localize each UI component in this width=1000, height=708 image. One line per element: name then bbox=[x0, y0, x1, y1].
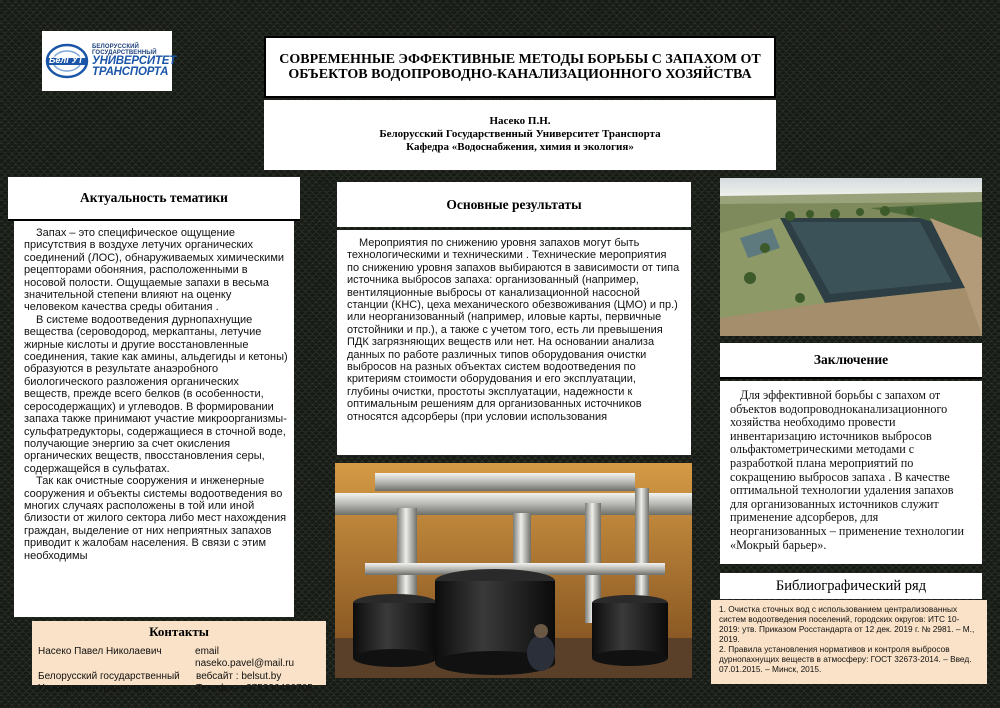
contact-email[interactable]: email naseko.pavel@mail.ru bbox=[195, 646, 295, 670]
treatment-ponds-photo bbox=[720, 178, 982, 336]
actuality-paragraph: Запах – это специфическое ощущение присутствия в воздухе летучих органических соединений (ЛОС), обнаруживаемых химическими рецепторами обоняния, расположенными в носовой полости. Ощущаемые запахи в весьма значительной степени влияют на оценку человеком качества среды обитания . bbox=[24, 227, 285, 314]
actuality-text bbox=[14, 221, 294, 617]
contacts-body bbox=[32, 643, 326, 694]
contacts-row bbox=[38, 683, 320, 695]
belgut-emblem-icon bbox=[46, 40, 88, 82]
author-name: Насеко П.Н. bbox=[489, 115, 551, 127]
actuality-heading-text: Актуальность тематики bbox=[80, 190, 228, 205]
logo-line4: ТРАНСПОРТА bbox=[92, 66, 169, 78]
contacts-heading-text: Контакты bbox=[149, 624, 209, 639]
logo-line2: ГОСУДАРСТВЕННЫЙ bbox=[92, 49, 157, 56]
contacts-row bbox=[38, 646, 320, 671]
actuality-heading bbox=[8, 177, 300, 221]
results-heading-text: Основные результаты bbox=[446, 196, 582, 212]
university-logo bbox=[42, 31, 177, 91]
bibliography-list bbox=[711, 600, 987, 684]
logo-line1: БЕЛОРУССКИЙ bbox=[92, 43, 139, 50]
results-text bbox=[337, 230, 691, 455]
conclusion-text bbox=[720, 381, 982, 564]
authors-box bbox=[264, 100, 776, 170]
treatment-plant-photo bbox=[335, 463, 692, 678]
poster-title: СОВРЕМЕННЫЕ ЭФФЕКТИВНЫЕ МЕТОДЫ БОРЬБЫ С ЗАПАХОМ ОТ ОБЪЕКТОВ ВОДОПРОВОДНО-КАНАЛИЗАЦИОННОГО ХОЗЯЙСТВА bbox=[279, 52, 761, 82]
logo-line3: УНИВЕРСИТЕТ bbox=[92, 54, 177, 67]
author-university: Белорусский Государственный Университет Транспорта bbox=[379, 128, 661, 140]
contact-org-line2: Университет транспорта bbox=[38, 682, 152, 694]
poster-title-box bbox=[264, 36, 776, 98]
contacts-row bbox=[38, 671, 320, 683]
contact-website[interactable]: вебсайт : belsut.by bbox=[196, 670, 282, 682]
contact-phone: Телефон +375336489705 bbox=[196, 682, 313, 694]
results-paragraph: Мероприятия по снижению уровня запахов могут быть технологическими и техническими . Технические мероприятия по снижению уровня запахов выбираются в зависимости от типа источника выбросов запаха: организованный (например, вентиляционные выбросы от канализационной насосной станции (КНС), цеха механического обезвоживания (ЦМО) и пр.) или неорганизованный (например, иловые карты, первичные отстойники и пр.), а также с учетом того, есть ли превышения ПДК загрязняющих веществ или нет. На основании анализа данных по работе различных типов оборудования очистки выбросов на разных объектах систем водоотведения по критериям стоимости оборудования и его эксплуатации, глубины очистки, простоты эксплуатации, надежности к оптимальным решениям для организованных источников относятся адсорберы (при условии использования bbox=[347, 237, 680, 423]
logo-abbr: БелГУТ bbox=[49, 55, 84, 65]
author-department: Кафедра «Водоснабжения, химия и экология» bbox=[406, 141, 634, 153]
bibliography-heading-text: Библиографический ряд bbox=[775, 577, 927, 594]
bibliography-item: 1. Очистка сточных вод с использованием централизованных систем водоотведения поселений, городских округов: ИТС 10-2019: утв. Приказом Росстандарта от 12 дек. 2019 г. № 2981. – М., 2019. bbox=[719, 604, 975, 644]
results-heading bbox=[337, 182, 691, 227]
conclusion-paragraph: Для эффективной борьбы с запахом от объектов водопроводноканализационного хозяйства необходимо провести инвентаризацию источников выбросов ольфактометрическими методами с разработкой плана мероприятий по сокращению выбросов запаха . В качестве оптимальной технологии удаления запахов для организованных источников служит применение адсорберов, для неорганизованных – применение технологии «Мокрый барьер». bbox=[730, 388, 964, 552]
actuality-paragraph: В системе водоотведения дурнопахнущие вещества (сероводород, меркаптаны, летучие жирные кислоты и другие восстановленные соединения, такие как амины, альдегиды и кетоны) образуются в результате анаэробного биологического разложения органических веществ, прежде всего белков (в особенности, серосодержащих) и углеводов. В формировании запаха также принимают участие микроорганизмы-сульфатредукторы, содержащиеся в сточной воде, получающие энергию за счет окисления органических веществ, пвосстановления серы, содержащейся в сульфатах. bbox=[24, 313, 288, 475]
contact-org-line1: Белорусский государственный bbox=[38, 670, 180, 682]
bibliography-item: 2. Правила установления нормативов и контроля выбросов дурнопахнущих веществ в атмосферу: ГОСТ 32673-2014. – Введ. 07.01.2015. – Минск, 2015. bbox=[719, 644, 972, 674]
actuality-paragraph: Так как очистные сооружения и инженерные сооружения и объекты системы водоотведения во многих случаях расположены в той или иной близости от жилого сектора либо мест нахождения граждан, выделение от них неприятных запахов приводит к жалобам населения. В связи с этим необходимы bbox=[24, 475, 287, 562]
contacts-heading bbox=[32, 621, 326, 643]
conclusion-heading-text: Заключение bbox=[813, 352, 889, 367]
bibliography-heading bbox=[720, 573, 982, 599]
conclusion-heading bbox=[720, 343, 982, 379]
contact-name: Насеко Павел Николаевич bbox=[38, 646, 162, 657]
